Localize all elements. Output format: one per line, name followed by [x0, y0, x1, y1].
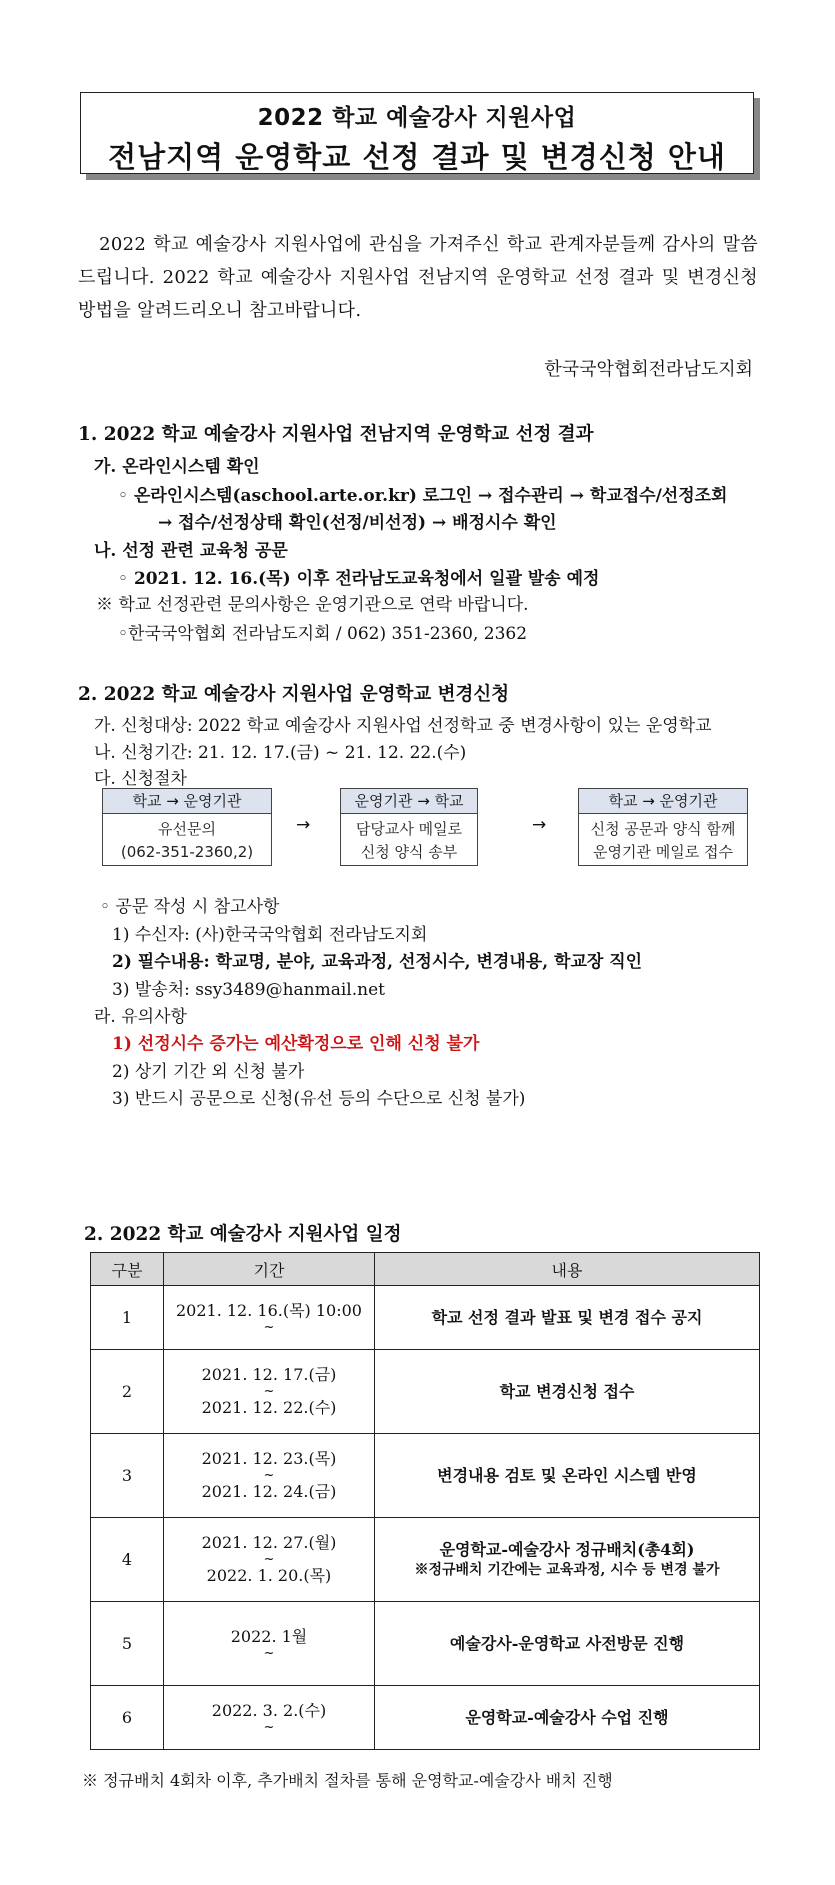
period-tilde: ~: [263, 1720, 275, 1735]
caution-3: 3) 반드시 공문으로 신청(유선 등의 수단으로 신청 불가): [112, 1089, 526, 1109]
caution-title: 라. 유의사항: [94, 1007, 187, 1027]
header-category: 구분: [91, 1253, 164, 1286]
period-tilde: ~: [263, 1468, 275, 1483]
section1-b-title: 나. 선정 관련 교육청 공문: [94, 541, 288, 561]
intro-paragraph: 2022 학교 예술강사 지원사업에 관심을 가져주신 학교 관계자분들께 감사의 말씀드립니다. 2022 학교 예술강사 지원사업 전남지역 운영학교 선정 결과 및 변경신청 방법을 알려드리오니 참고바랍니다.: [78, 234, 758, 321]
reference-2: 2) 필수내용: 학교명, 분야, 교육과정, 선정시수, 변경내용, 학교장 직인: [112, 952, 643, 972]
caution-2: 2) 상기 기간 외 신청 불가: [112, 1062, 305, 1082]
procedure-step-3-body1: 신청 공문과 양식 함께: [590, 820, 736, 838]
section1-a-line2: → 접수/선정상태 확인(선정/비선정) → 배정시수 확인: [158, 513, 557, 533]
row-period: [164, 1434, 375, 1518]
table-row: [91, 1286, 760, 1350]
reference-title: ◦ 공문 작성 시 참고사항: [100, 897, 280, 917]
row-content: 변경내용 검토 및 온라인 시스템 반영: [375, 1434, 760, 1518]
table-row: [91, 1434, 760, 1518]
row-content: 학교 변경신청 접수: [375, 1350, 760, 1434]
title-box: [80, 92, 754, 174]
period-start: 2021. 12. 16.(목) 10:00: [175, 1301, 362, 1320]
title-line-2: 전남지역 운영학교 선정 결과 및 변경신청 안내: [108, 140, 726, 174]
section1-note: ※ 학교 선정관련 문의사항은 운영기관으로 연락 바랍니다.: [96, 595, 529, 615]
procedure-arrow-2: →: [532, 815, 547, 835]
period-tilde: ~: [263, 1646, 275, 1661]
organization-name: 한국국악협회전라남도지회: [544, 359, 753, 380]
period-end: 2021. 12. 24.(금): [201, 1482, 337, 1501]
section2-period: 나. 신청기간: 21. 12. 17.(금) ~ 21. 12. 22.(수): [94, 743, 467, 763]
schedule-heading: 2. 2022 학교 예술강사 지원사업 일정: [84, 1224, 402, 1245]
table-row: [91, 1686, 760, 1750]
procedure-step-2-body2: 신청 양식 송부: [360, 843, 458, 861]
section1-a-title: 가. 온라인시스템 확인: [94, 457, 260, 477]
procedure-step-2: [340, 788, 478, 866]
header-period: 기간: [164, 1253, 375, 1286]
procedure-step-2-body1: 담당교사 메일로: [355, 820, 463, 838]
row-number: 6: [91, 1686, 164, 1750]
row-number: 4: [91, 1518, 164, 1602]
period-end: 2022. 1. 20.(목): [206, 1566, 332, 1585]
row-content: 운영학교-예술강사 수업 진행: [375, 1686, 760, 1750]
row-period: [164, 1286, 375, 1350]
period-start: 2021. 12. 27.(월): [201, 1533, 337, 1552]
period-end: 2021. 12. 22.(수): [201, 1398, 337, 1417]
row-period: [164, 1518, 375, 1602]
procedure-arrow-1: →: [296, 815, 311, 835]
period-tilde: ~: [263, 1384, 275, 1399]
row-number: 2: [91, 1350, 164, 1434]
content-main: 운영학교-예술강사 정규배치(총4회): [439, 1539, 695, 1559]
procedure-step-1: [102, 788, 272, 866]
section1-contact: ◦한국국악협회 전라남도지회 / 062) 351-2360, 2362: [118, 624, 528, 644]
schedule-footer-note: ※ 정규배치 4회차 이후, 추가배치 절차를 통해 운영학교-예술강사 배치 진행: [82, 1771, 613, 1790]
reference-3: 3) 발송처: ssy3489@hanmail.net: [112, 980, 385, 1000]
section2-procedure-title: 다. 신청절차: [94, 769, 187, 789]
period-tilde: ~: [263, 1320, 275, 1335]
content-note: ※정규배치 기간에는 교육과정, 시수 등 변경 불가: [414, 1561, 720, 1578]
reference-1: 1) 수신자: (사)한국국악협회 전라남도지회: [112, 925, 428, 945]
procedure-step-3-head: 학교 → 운영기관: [579, 789, 747, 814]
procedure-step-3: [578, 788, 748, 866]
row-number: 1: [91, 1286, 164, 1350]
row-period: [164, 1350, 375, 1434]
table-row: [91, 1518, 760, 1602]
row-number: 3: [91, 1434, 164, 1518]
row-content: 예술강사-운영학교 사전방문 진행: [375, 1602, 760, 1686]
procedure-step-3-body2: 운영기관 메일로 접수: [593, 843, 733, 861]
table-row: [91, 1350, 760, 1434]
schedule-header-row: [91, 1253, 760, 1286]
procedure-step-1-head: 학교 → 운영기관: [103, 789, 271, 814]
section1-a-line1: ◦ 온라인시스템(aschool.arte.or.kr) 로그인 → 접수관리 → 학교접수/선정조회: [118, 486, 728, 506]
row-content: [375, 1518, 760, 1602]
table-row: [91, 1602, 760, 1686]
period-start: 2021. 12. 17.(금): [201, 1365, 337, 1384]
section2-heading: 2. 2022 학교 예술강사 지원사업 운영학교 변경신청: [78, 684, 510, 705]
period-start: 2022. 3. 2.(수): [211, 1701, 327, 1720]
procedure-step-1-body2: (062-351-2360,2): [120, 843, 254, 861]
period-start: 2021. 12. 23.(목): [201, 1449, 337, 1468]
section1-b-line1: ◦ 2021. 12. 16.(목) 이후 전라남도교육청에서 일괄 발송 예정: [118, 569, 600, 589]
procedure-step-1-body1: 유선문의: [158, 820, 216, 838]
row-period: [164, 1602, 375, 1686]
procedure-step-2-head: 운영기관 → 학교: [341, 789, 477, 814]
section2-target: 가. 신청대상: 2022 학교 예술강사 지원사업 선정학교 중 변경사항이 있는 운영학교: [94, 716, 712, 736]
caution-1: 1) 선정시수 증가는 예산확정으로 인해 신청 불가: [112, 1034, 480, 1054]
title-line-1: 2022 학교 예술강사 지원사업: [257, 105, 577, 131]
row-period: [164, 1686, 375, 1750]
row-number: 5: [91, 1602, 164, 1686]
period-start: 2022. 1월: [230, 1627, 308, 1646]
section1-heading: 1. 2022 학교 예술강사 지원사업 전남지역 운영학교 선정 결과: [78, 424, 594, 445]
period-tilde: ~: [263, 1552, 275, 1567]
schedule-table: [90, 1252, 760, 1750]
header-content: 내용: [375, 1253, 760, 1286]
row-content: 학교 선정 결과 발표 및 변경 접수 공지: [375, 1286, 760, 1350]
